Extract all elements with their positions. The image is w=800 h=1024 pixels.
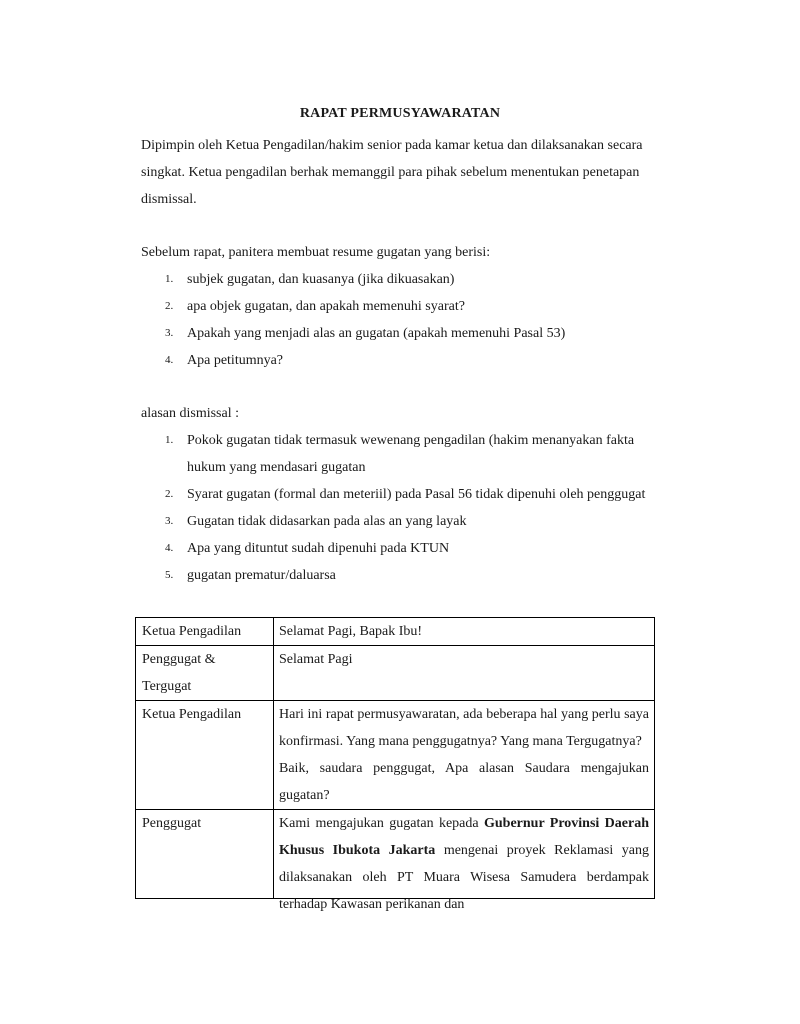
list-item: [141, 293, 661, 320]
table-row: [136, 646, 655, 701]
speaker-cell: Ketua Pengadilan: [136, 618, 274, 646]
speaker-cell: Penggugat: [136, 810, 274, 899]
list-item-text: Apa petitumnya?: [187, 353, 284, 368]
list-item-text: Gugatan tidak didasarkan pada alas an yang layak: [187, 514, 467, 529]
speaker-cell: Ketua Pengadilan: [136, 701, 274, 810]
page-title: RAPAT PERMUSYAWARATAN: [299, 106, 501, 121]
list-number: 1.: [165, 434, 174, 446]
resume-lead: Sebelum rapat, panitera membuat resume gugatan yang berisi:: [141, 245, 491, 260]
list-item: [141, 508, 661, 535]
speech-text: [279, 810, 650, 912]
speaker-cell: Penggugat & Tergugat: [136, 646, 274, 701]
speech-text-post: mengenai proyek Reklamasi yang dilaksanakan oleh PT Muara Wisesa Samudera berdampak terhadap Kawasan perikanan dan: [279, 843, 649, 912]
list-item: [141, 481, 661, 508]
list-number: 2.: [165, 488, 174, 500]
speech-text-pre: Kami mengajukan gugatan kepada: [279, 816, 484, 831]
list-item-text: Pokok gugatan tidak termasuk wewenang pengadilan (hakim menanyakan fakta hukum yang mendasari gugatan: [187, 433, 635, 475]
list-item-text: Apakah yang menjadi alas an gugatan (apakah memenuhi Pasal 53): [187, 326, 566, 341]
table-row: [136, 701, 655, 810]
speech-cell: Selamat Pagi, Bapak Ibu!: [274, 618, 655, 646]
list-number: 4.: [165, 354, 174, 366]
list-item: [141, 427, 661, 481]
list-item: [141, 562, 661, 589]
speech-line: Hari ini rapat permusyawaratan, ada beberapa hal yang perlu saya konfirmasi. Yang mana penggugatnya? Yang mana Tergugatnya?: [279, 707, 649, 749]
list-item: [141, 535, 661, 562]
list-item-text: Apa yang dituntut sudah dipenuhi pada KTUN: [187, 541, 450, 556]
list-number: 1.: [165, 273, 174, 285]
dismissal-lead: alasan dismissal :: [141, 406, 239, 421]
list-item: [141, 266, 661, 293]
dialogue-table: [135, 617, 655, 912]
speech-cell: [274, 701, 655, 810]
list-number: 3.: [165, 327, 174, 339]
speech-line: Baik, saudara penggugat, Apa alasan Saudara mengajukan gugatan?: [279, 761, 649, 803]
list-item-text: gugatan prematur/daluarsa: [187, 568, 336, 583]
speech-cell: Selamat Pagi: [274, 646, 655, 701]
list-number: 2.: [165, 300, 174, 312]
dismissal-list: [141, 427, 661, 589]
speech-cell: [274, 810, 655, 912]
list-item-text: subjek gugatan, dan kuasanya (jika dikuasakan): [187, 272, 455, 287]
table-row: [136, 810, 655, 899]
intro-paragraph: Dipimpin oleh Ketua Pengadilan/hakim senior pada kamar ketua dan dilaksanakan secara singkat. Ketua pengadilan berhak memanggil para pihak sebelum menentukan penetapan dismissal.: [141, 138, 643, 207]
list-item: [141, 320, 661, 347]
list-number: 3.: [165, 515, 174, 527]
list-number: 4.: [165, 542, 174, 554]
list-number: 5.: [165, 569, 174, 581]
list-item-text: apa objek gugatan, dan apakah memenuhi syarat?: [187, 299, 465, 314]
list-item-text: Syarat gugatan (formal dan meteriil) pada Pasal 56 tidak dipenuhi oleh penggugat: [187, 487, 646, 502]
resume-list: [141, 266, 661, 374]
table-row: [136, 618, 655, 646]
speech-text-bold: Gubernur Provinsi Daerah Khusus Ibukota Jakarta: [279, 816, 650, 858]
list-item: [141, 347, 661, 374]
